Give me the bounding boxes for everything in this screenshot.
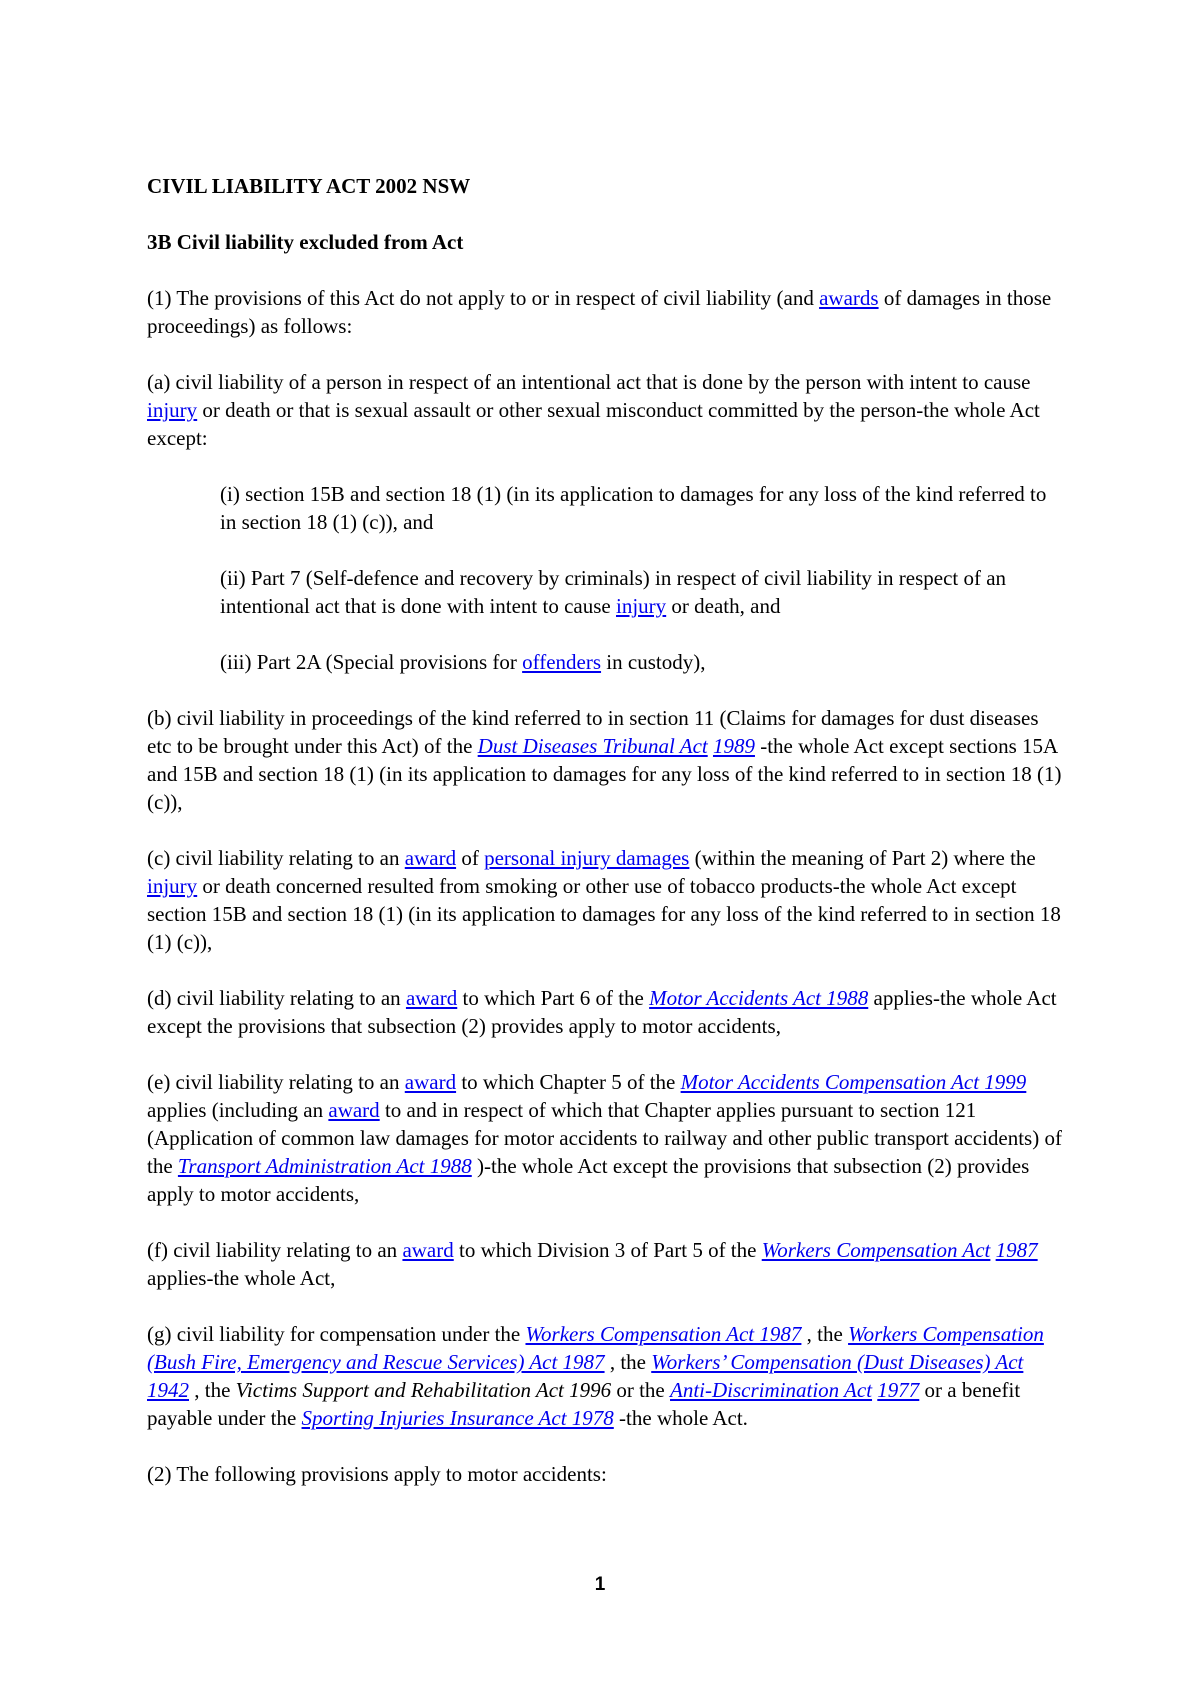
link-award[interactable]: award <box>328 1098 380 1122</box>
paragraph-a: (a) civil liability of a person in respect of an intentional act that is done by the person with intent to cause injury or death or that is sexual assault or other sexual misconduct committed by the person-the whole Act except: <box>147 370 1040 450</box>
link-awards[interactable]: awards <box>819 286 879 310</box>
link-award[interactable]: award <box>405 986 458 1010</box>
link-injury[interactable]: injury <box>147 874 198 898</box>
link-injury[interactable]: injury <box>616 594 667 618</box>
link-motor-accidents-compensation-act-1999[interactable]: Motor Accidents Compensation Act 1999 <box>680 1070 1027 1094</box>
subparagraph-a-ii: (ii) Part 7 (Self-defence and recovery by criminals) in respect of civil liability in respect of an intentional act that is done with intent to cause injury or death, and <box>220 566 1007 618</box>
link-workers-compensation-dust-diseases-act[interactable]: Workers’ Compensation (Dust Diseases) Act 1942 <box>147 1350 1024 1402</box>
subsection-1: (1) The provisions of this Act do not apply to or in respect of civil liability (and awards of damages in those proceedings) as follows: <box>147 286 1052 338</box>
link-workers-compensation-act[interactable]: Workers Compensation Act <box>761 1238 991 1262</box>
subparagraph-a-iii: (iii) Part 2A (Special provisions for offenders in custody), <box>220 650 706 674</box>
link-workers-compensation-act-1987[interactable]: Workers Compensation Act 1987 <box>525 1322 802 1346</box>
link-sporting-injuries-insurance-act[interactable]: Sporting Injuries Insurance Act 1978 <box>301 1406 614 1430</box>
paragraph-d: (d) civil liability relating to an award to which Part 6 of the Motor Accidents Act 1988 applies-the whole Act except the provisions that subsection (2) provides apply to motor accidents, <box>147 986 1057 1038</box>
subsection-2: (2) The following provisions apply to motor accidents: <box>147 1462 607 1486</box>
link-injury[interactable]: injury <box>147 398 198 422</box>
link-dust-diseases-tribunal-act[interactable]: Dust Diseases Tribunal Act <box>477 734 708 758</box>
link-award[interactable]: award <box>402 1238 454 1262</box>
link-1989[interactable]: 1989 <box>712 734 755 758</box>
link-offenders[interactable]: offenders <box>522 650 602 674</box>
victims-support-act-title: Victims Support and Rehabilitation Act 1996 <box>235 1378 612 1402</box>
link-1977[interactable]: 1977 <box>877 1378 920 1402</box>
paragraph-e: (e) civil liability relating to an award to which Chapter 5 of the Motor Accidents Compensation Act 1999 applies (including an award to and in respect of which that Chapter applies pursuant to section 121 (Application of common law damages for motor accidents to railway and other public transport accidents) of the Transport Administration Act 1988 )-the whole Act except the provisions that subsection (2) provides apply to motor accidents, <box>147 1070 1062 1206</box>
paragraph-g: (g) civil liability for compensation under the Workers Compensation Act 1987 , the Workers Compensation (Bush Fire, Emergency and Rescue Services) Act 1987 , the Workers’ Compensation (Dust Diseases) Act 1942 , the Victims Support and Rehabilitation Act 1996 or the Anti-Discrimination Act 1977 or a benefit payable under the Sporting Injuries Insurance Act 1978 -the whole Act. <box>147 1322 1044 1430</box>
link-anti-discrimination-act[interactable]: Anti-Discrimination Act <box>670 1378 873 1402</box>
link-1987[interactable]: 1987 <box>995 1238 1038 1262</box>
link-personal-injury-damages[interactable]: personal injury damages <box>484 846 690 870</box>
paragraph-b: (b) civil liability in proceedings of the kind referred to in section 11 (Claims for damages for dust diseases etc to be brought under this Act) of the Dust Diseases Tribunal Act 1989 -the whole Act except sections 15A and 15B and section 18 (1) (in its application to damages for any loss of the kind referred to in section 18 (1) (c)), <box>147 706 1062 814</box>
section-heading: 3B Civil liability excluded from Act <box>147 230 464 254</box>
subparagraph-a-i: (i) section 15B and section 18 (1) (in its application to damages for any loss of the kind referred to in section 18 (1) (c)), and <box>220 482 1047 534</box>
paragraph-c: (c) civil liability relating to an award of personal injury damages (within the meaning of Part 2) where the injury or death concerned resulted from smoking or other use of tobacco products-the whole Act except section 15B and section 18 (1) (in its application to damages for any loss of the kind referred to in section 18 (1) (c)), <box>147 846 1061 954</box>
link-workers-compensation-bush-fire-act[interactable]: Workers Compensation (Bush Fire, Emergency and Rescue Services) Act 1987 <box>147 1322 1044 1374</box>
paragraph-f: (f) civil liability relating to an award to which Division 3 of Part 5 of the Workers Compensation Act 1987 applies-the whole Act, <box>147 1238 1038 1290</box>
link-transport-administration-act-1988[interactable]: Transport Administration Act 1988 <box>177 1154 472 1178</box>
link-award[interactable]: award <box>404 1070 457 1094</box>
link-motor-accidents-act-1988[interactable]: Motor Accidents Act 1988 <box>649 986 869 1010</box>
document-body <box>147 172 1062 1516</box>
document-title: CIVIL LIABILITY ACT 2002 NSW <box>147 174 471 198</box>
link-award[interactable]: award <box>404 846 457 870</box>
page-number: 1 <box>594 1574 606 1595</box>
